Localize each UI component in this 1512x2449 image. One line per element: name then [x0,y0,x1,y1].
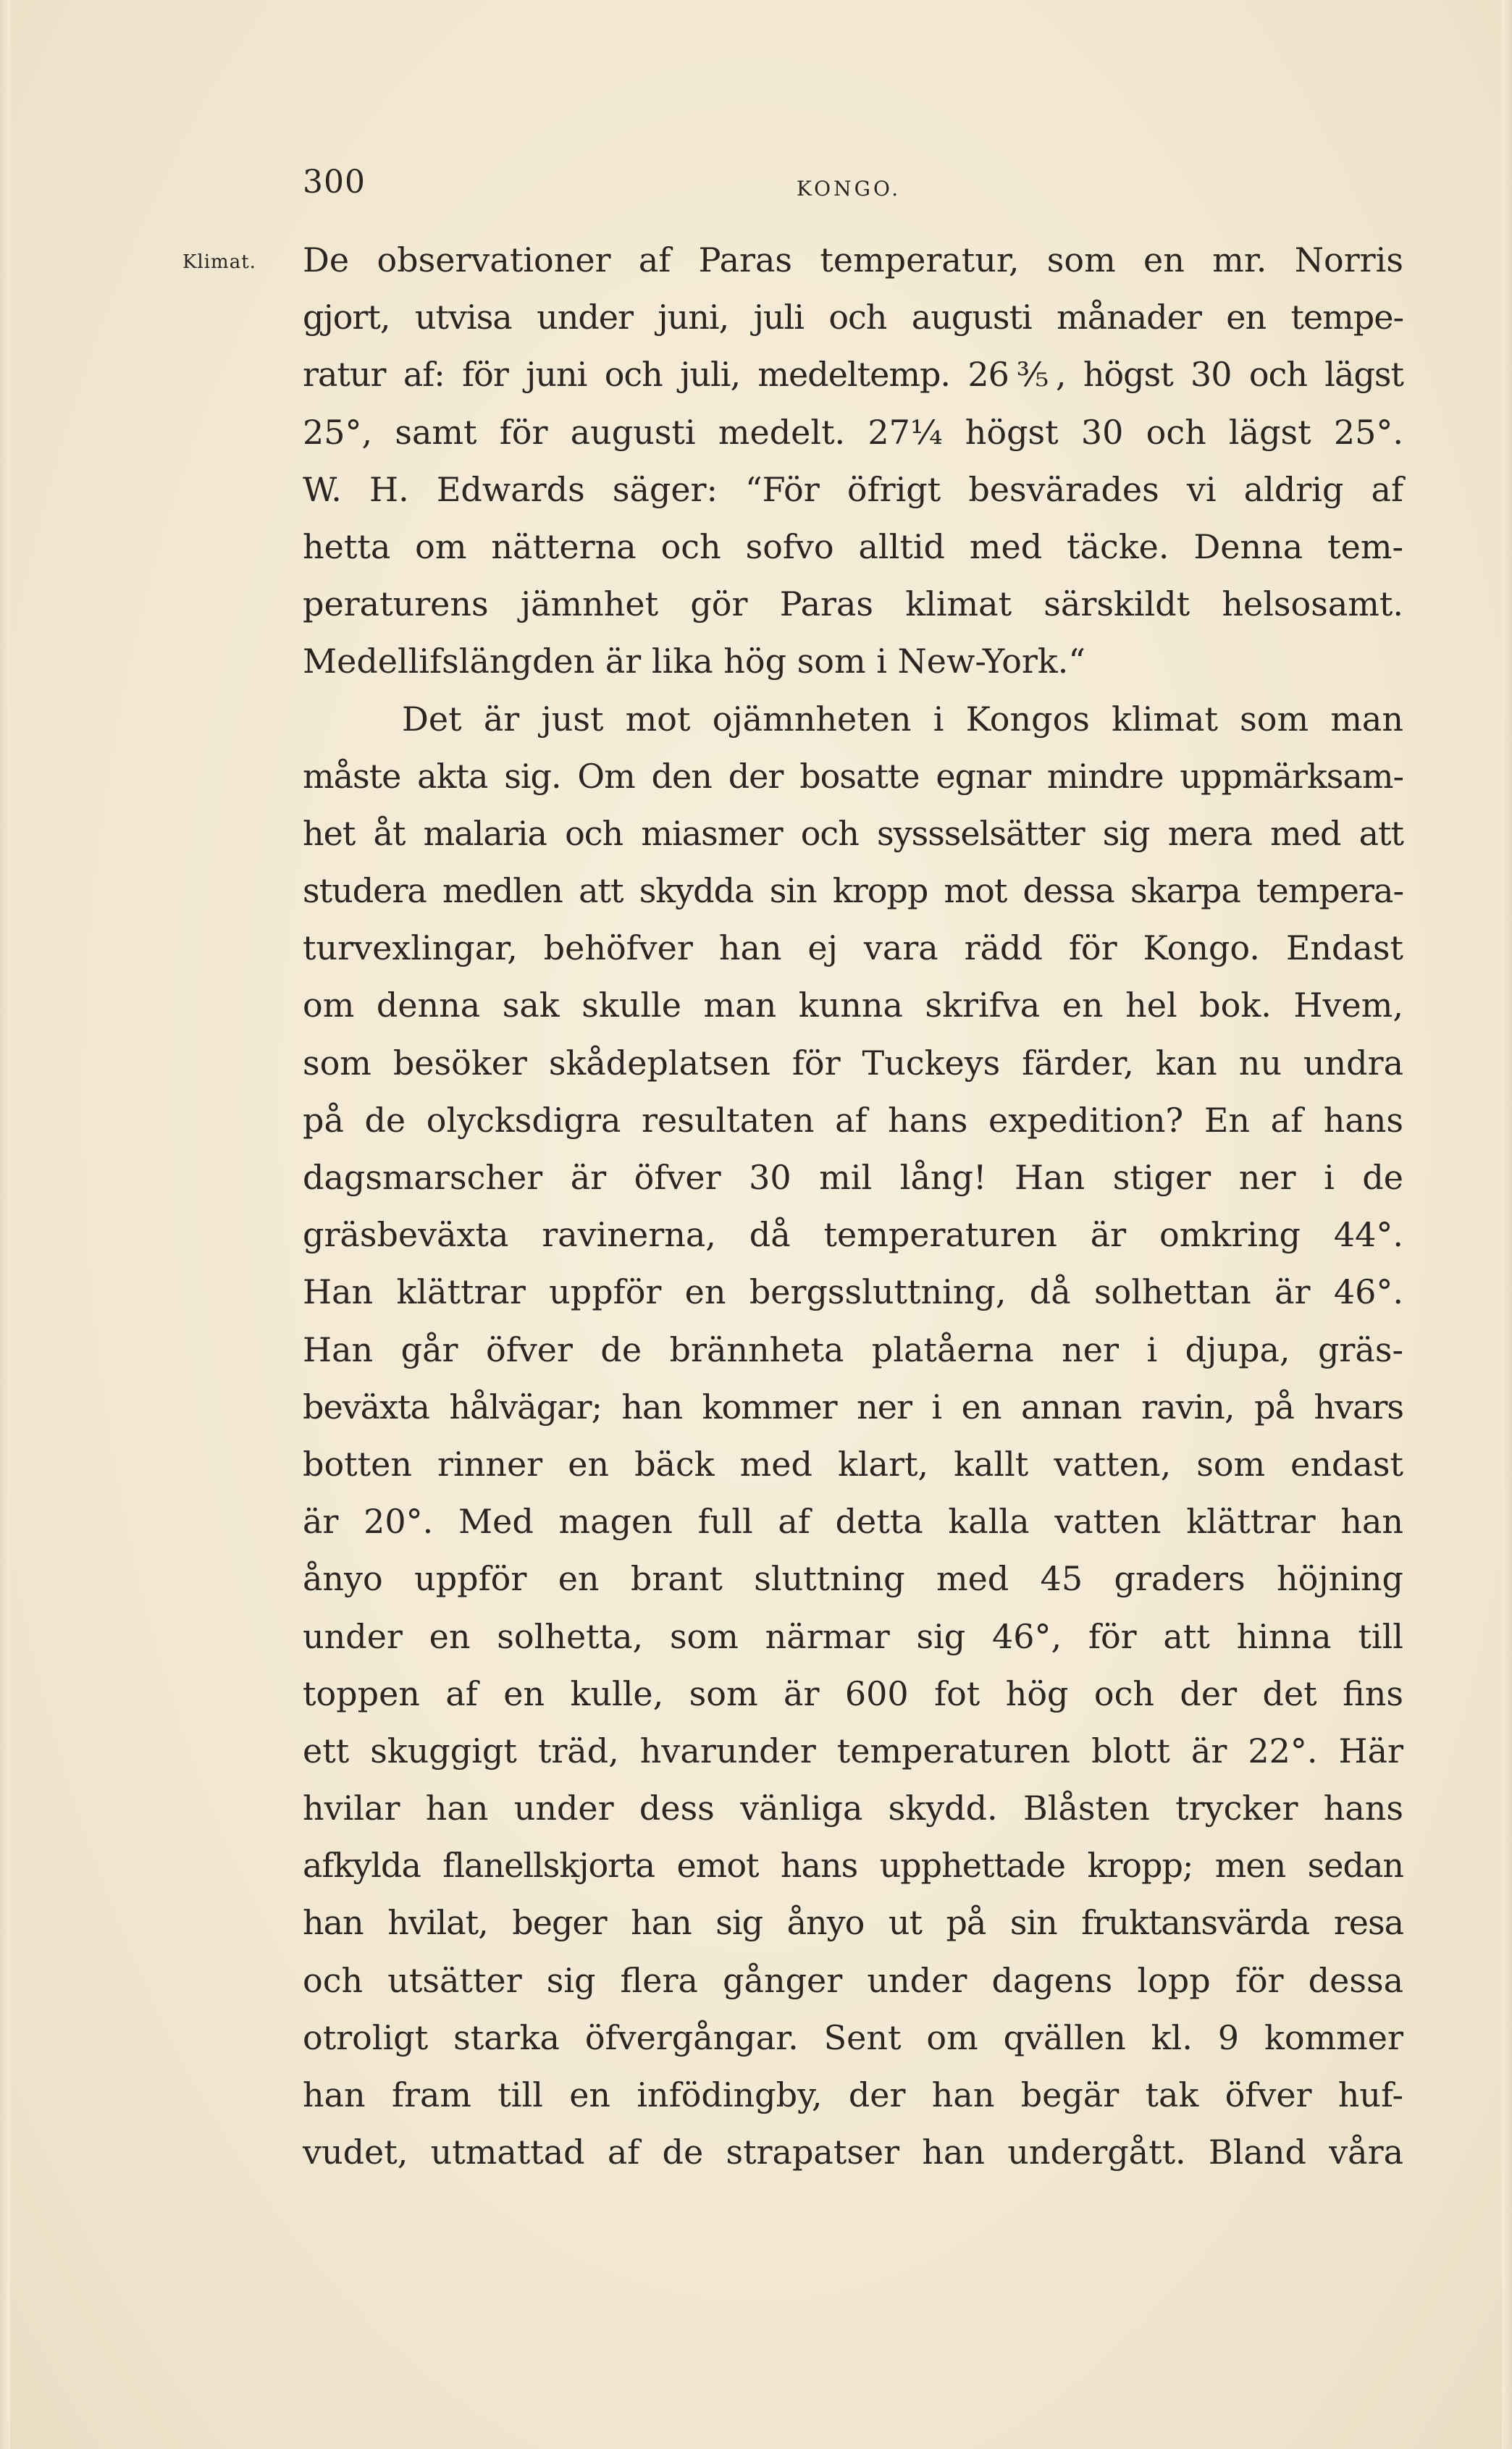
text-line: beväxta hålvägar; han kommer ner i en annan ravin, på hvars [303,1387,1403,1427]
text-line: afkylda flanellskjorta emot hans upphettade kropp; men sedan [303,1846,1403,1886]
text-line: ett skuggigt träd, hvarunder temperaturen blott är 22°. Här [303,1731,1403,1770]
text-line: måste akta sig. Om den der bosatte egnar mindre uppmärksam- [303,756,1403,796]
margin-note: Klimat. [182,251,256,273]
running-head: KONGO. [797,177,902,201]
text-line: på de olycksdigra resultaten af hans expedition? En af hans [303,1100,1403,1140]
text-line: under en solhetta, som närmar sig 46°, för att hinna till [303,1616,1403,1656]
body-text [303,232,1403,2181]
text-line: dagsmarscher är öfver 30 mil lång! Han stiger ner i de [303,1158,1403,1197]
page-edge-right [1502,0,1512,2449]
text-line: studera medlen att skydda sin kropp mot dessa skarpa tempera- [303,871,1403,911]
text-line: peraturens jämnhet gör Paras klimat särskildt helsosamt. [303,584,1403,624]
text-line: vudet, utmattad af de strapatser han undergått. Bland våra [303,2133,1403,2172]
text-line: och utsätter sig flera gånger under dagens lopp för dessa [303,1960,1403,2000]
text-line: otroligt starka öfvergångar. Sent om qvällen kl. 9 kommer [303,2017,1403,2057]
text-line: han fram till en infödingby, der han begär tak öfver huf- [303,2075,1403,2114]
text-line: botten rinner en bäck med klart, kallt vatten, som endast [303,1444,1403,1484]
text-line: hetta om nätterna och sofvo alltid med täcke. Denna tem- [303,526,1403,566]
text-line: hvilar han under dess vänliga skydd. Blåsten trycker hans [303,1789,1403,1828]
text-line: Medellifslängden är lika hög som i New-York.“ [303,642,1085,681]
text-line: gjort, utvisa under juni, juli och augusti månader en tempe- [303,298,1403,337]
text-line: han hvilat, beger han sig ånyo ut på sin fruktansvärda resa [303,1903,1403,1943]
text-line: ånyo uppför en brant sluttning med 45 graders höjning [303,1559,1403,1599]
text-line: Han går öfver de brännheta platåerna ner i djupa, gräs- [303,1329,1403,1369]
text-line: 25°, samt för augusti medelt. 27¼ högst 30 och lägst 25°. [303,412,1403,452]
text-line: het åt malaria och miasmer och syssselsätter sig mera med att [303,813,1403,853]
text-line: gräsbeväxta ravinerna, då temperaturen är omkring 44°. [303,1215,1403,1255]
text-line: toppen af en kulle, som är 600 fot hög och der det fins [303,1673,1403,1713]
text-line: som besöker skådeplatsen för Tuckeys färder, kan nu undra [303,1043,1403,1083]
text-line: W. H. Edwards säger: “För öfrigt besvärades vi aldrig af [303,469,1403,509]
text-line: Han klättrar uppför en bergssluttning, då solhettan är 46°. [303,1272,1403,1312]
text-line: är 20°. Med magen full af detta kalla vatten klättrar han [303,1502,1403,1542]
page-number: 300 [303,164,366,201]
text-line: ratur af: för juni och juli, medeltemp. 26⅗, högst 30 och lägst [303,355,1403,395]
text-line: turvexlingar, behöfver han ej vara rädd för Kongo. Endast [303,928,1403,968]
text-line: Det är just mot ojämnheten i Kongos klimat som man [402,699,1403,739]
text-line: De observationer af Paras temperatur, som en mr. Norris [303,240,1403,280]
text-line: om denna sak skulle man kunna skrifva en hel bok. Hvem, [303,986,1403,1025]
page-edge-left [0,0,10,2449]
